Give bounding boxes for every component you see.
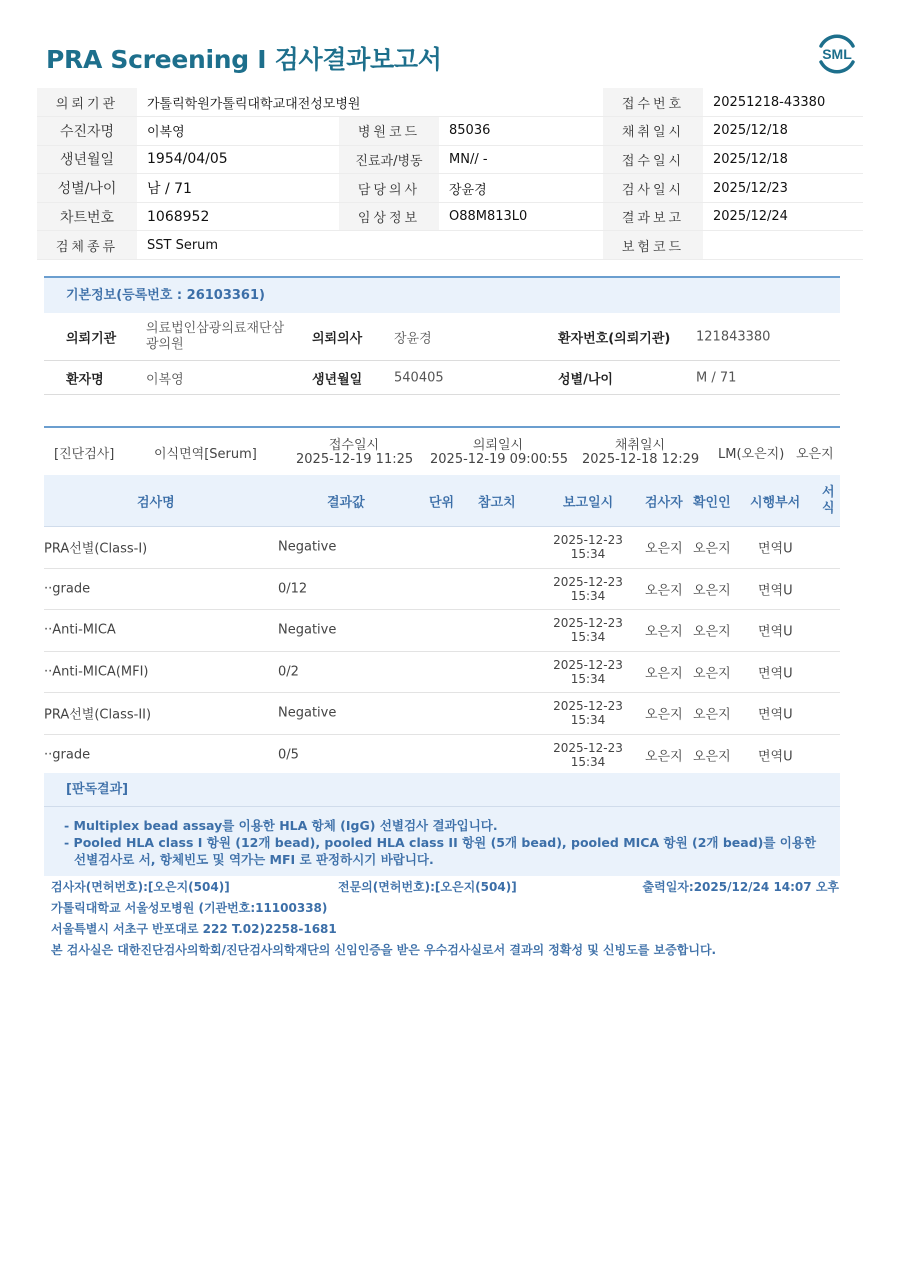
result-tester: 오은지 [645,541,683,557]
info-label: 진료과/병동 [339,145,439,174]
interpretation-title: [판독결과] [44,773,840,807]
info-label: 검체종류 [37,231,137,260]
info-value: 2025/12/18 [703,145,863,174]
result-test-name: PRA선별(Class-I) [44,541,148,557]
result-report-time: 15:34 [570,671,606,686]
basic-label: 생년월일 [312,372,363,387]
info-value: 2025/12/24 [703,202,863,231]
basic-info-title: 기본정보(등록번호 : 26103361) [44,278,840,313]
result-value: Negative [278,705,337,721]
basic-info-row [44,313,840,361]
result-test-name: ··Anti-MICA(MFI) [44,664,149,680]
requested-datetime: 2025-12-19 09:00:55 [430,452,569,467]
result-checker: 오은지 [693,707,731,723]
interpretation-line: - Pooled HLA class I 항원 (12개 bead), pooled HLA class II 항원 (5개 bead), pooled MICA 항원 (2개 bead)를 이용한 선별검사로 서, 항체빈도 및 역가는 MFI 로 판정하시기 바랍니다. [64,835,817,867]
info-label: 병원코드 [339,117,439,146]
result-row [44,652,840,694]
result-tester: 오은지 [645,624,683,640]
basic-value: 이복영 [146,372,184,387]
result-row [44,527,840,569]
info-value: SST Serum [137,231,603,260]
footer-address: 서울특별시 서초구 반포대로 222 T.02)2258-1681 [51,922,337,936]
result-value: Negative [278,539,337,555]
info-value: MN// - [439,145,603,174]
result-row [44,569,840,611]
result-report-date: 2025-12-23 [553,616,623,631]
info-row [37,202,863,231]
result-report-datetime [548,741,628,769]
result-report-time: 15:34 [570,588,606,603]
exam-results-panel [44,426,840,776]
info-value: 남 / 71 [137,174,339,203]
interpretation-panel [44,773,840,876]
info-value: 가톨릭학원가톨릭대학교대전성모병원 [137,88,603,117]
result-checker: 오은지 [693,749,731,765]
result-report-date: 2025-12-23 [553,574,623,589]
info-label: 채취일시 [603,117,703,146]
result-value: Negative [278,622,337,638]
basic-label: 의뢰기관 [66,331,117,346]
result-row [44,735,840,777]
footer-certification: 본 검사실은 대한진단검사의학회/진단검사의학재단의 신임인증을 받은 우수검사실로서 결과의 정확성 및 신빙도를 보증합니다. [51,943,717,957]
result-department: 면역U [758,749,793,765]
info-value: 장윤경 [439,174,603,203]
info-value: O88M813L0 [439,202,603,231]
col-unit: 단위 [429,495,455,510]
result-report-datetime [548,699,628,727]
info-row [37,174,863,203]
footer-tester: 검사자(면허번호):[오은지(504)] [51,880,230,894]
basic-value-line: 의료법인삼광의료재단삼 [146,320,285,336]
result-department: 면역U [758,707,793,723]
col-checker: 확인인 [693,495,731,510]
info-label: 수진자명 [37,117,137,146]
info-row [37,117,863,146]
result-department: 면역U [758,541,793,557]
info-value [703,231,863,260]
info-value: 이복영 [137,117,339,146]
info-label: 검사일시 [603,174,703,203]
basic-label: 성별/나이 [558,372,613,387]
result-checker: 오은지 [693,624,731,640]
col-tester: 검사자 [645,495,683,510]
received-datetime: 2025-12-19 11:25 [296,452,414,467]
results-column-header [44,475,840,527]
basic-value: 540405 [394,370,444,385]
info-value: 20251218-43380 [703,88,863,117]
info-label: 의뢰기관 [37,88,137,117]
info-label: 접수번호 [603,88,703,117]
received-label: 접수일시 [328,438,380,453]
interpretation-body [44,807,840,876]
result-tester: 오은지 [645,749,683,765]
result-tester: 오은지 [645,583,683,599]
info-label: 생년월일 [37,145,137,174]
result-report-time: 15:34 [570,547,606,562]
result-report-datetime [548,658,628,686]
basic-info-row [44,361,840,395]
result-report-time: 15:34 [570,630,606,645]
result-department: 면역U [758,624,793,640]
collected-label: 채취일시 [614,438,666,453]
footer-hospital: 가톨릭대학교 서울성모병원 (기관번호:11100338) [51,901,328,915]
result-report-date: 2025-12-23 [553,657,623,672]
basic-value-line: 광의원 [146,336,184,352]
result-value: 0/12 [278,581,308,597]
basic-value [146,321,284,353]
info-label: 담당의사 [339,174,439,203]
result-checker: 오은지 [693,541,731,557]
col-form-line: 식 [822,500,835,516]
col-report-date: 보고일시 [563,495,614,510]
result-test-name: ··grade [44,581,91,597]
result-report-time: 15:34 [570,713,606,728]
result-tester: 오은지 [645,666,683,682]
footer-printed: 출력일자:2025/12/24 14:07 오후 [642,880,839,894]
result-test-name: ··grade [44,747,91,763]
result-checker: 오은지 [693,583,731,599]
col-form [822,485,835,517]
result-row [44,693,840,735]
basic-label: 환자번호(의뢰기관) [558,331,671,346]
result-report-time: 15:34 [570,754,606,769]
info-label: 결과보고 [603,202,703,231]
exam-specimen: 이식면역[Serum] [154,447,257,462]
basic-label: 환자명 [66,372,104,387]
interpretation-line: - Multiplex bead assay를 이용한 HLA 항체 (IgG) 선별검사 결과입니다. [64,818,498,833]
col-test-name: 검사명 [137,495,175,510]
result-value: 0/2 [278,664,299,680]
collected-datetime: 2025-12-18 12:29 [582,452,700,467]
basic-value: 장윤경 [394,331,432,346]
result-tester: 오은지 [645,707,683,723]
basic-value: M / 71 [696,370,737,385]
result-report-datetime [548,616,628,644]
result-test-name: PRA선별(Class-II) [44,707,152,723]
result-row [44,610,840,652]
patient-info-table [37,88,863,260]
info-value: 1954/04/05 [137,145,339,174]
requested-label: 의뢰일시 [472,438,524,453]
logo-text: SML [822,46,852,62]
col-result: 결과값 [327,495,365,510]
lm-label: LM(오은지) [718,447,785,462]
result-department: 면역U [758,666,793,682]
exam-meta [44,428,840,475]
result-report-date: 2025-12-23 [553,699,623,714]
col-reference: 참고치 [478,495,516,510]
info-row [37,88,863,117]
col-form-line: 서 [822,484,835,500]
footer-specialist: 전문의(면허번호):[오은지(504)] [338,880,517,894]
result-report-date: 2025-12-23 [553,533,623,548]
col-department: 시행부서 [750,495,801,510]
result-checker: 오은지 [693,666,731,682]
info-value: 85036 [439,117,603,146]
exam-category: [진단검사] [54,447,115,462]
info-value: 2025/12/23 [703,174,863,203]
basic-label: 의뢰의사 [312,331,363,346]
result-value: 0/5 [278,747,299,763]
info-value: 2025/12/18 [703,117,863,146]
info-label: 보험코드 [603,231,703,260]
info-label: 차트번호 [37,202,137,231]
result-report-datetime [548,575,628,603]
basic-info-panel [44,276,840,395]
info-value: 1068952 [137,202,339,231]
info-label: 임상정보 [339,202,439,231]
result-test-name: ··Anti-MICA [44,622,116,638]
sml-logo [813,30,861,76]
result-report-date: 2025-12-23 [553,740,623,755]
info-row [37,145,863,174]
info-label: 성별/나이 [37,174,137,203]
info-label: 접수일시 [603,145,703,174]
info-row [37,231,863,260]
results-body [44,527,840,776]
page-title: PRA Screening I 검사결과보고서 [46,45,442,74]
result-department: 면역U [758,583,793,599]
result-report-datetime [548,533,628,561]
lm-name: 오은지 [796,447,834,462]
basic-value: 121843380 [696,329,771,344]
